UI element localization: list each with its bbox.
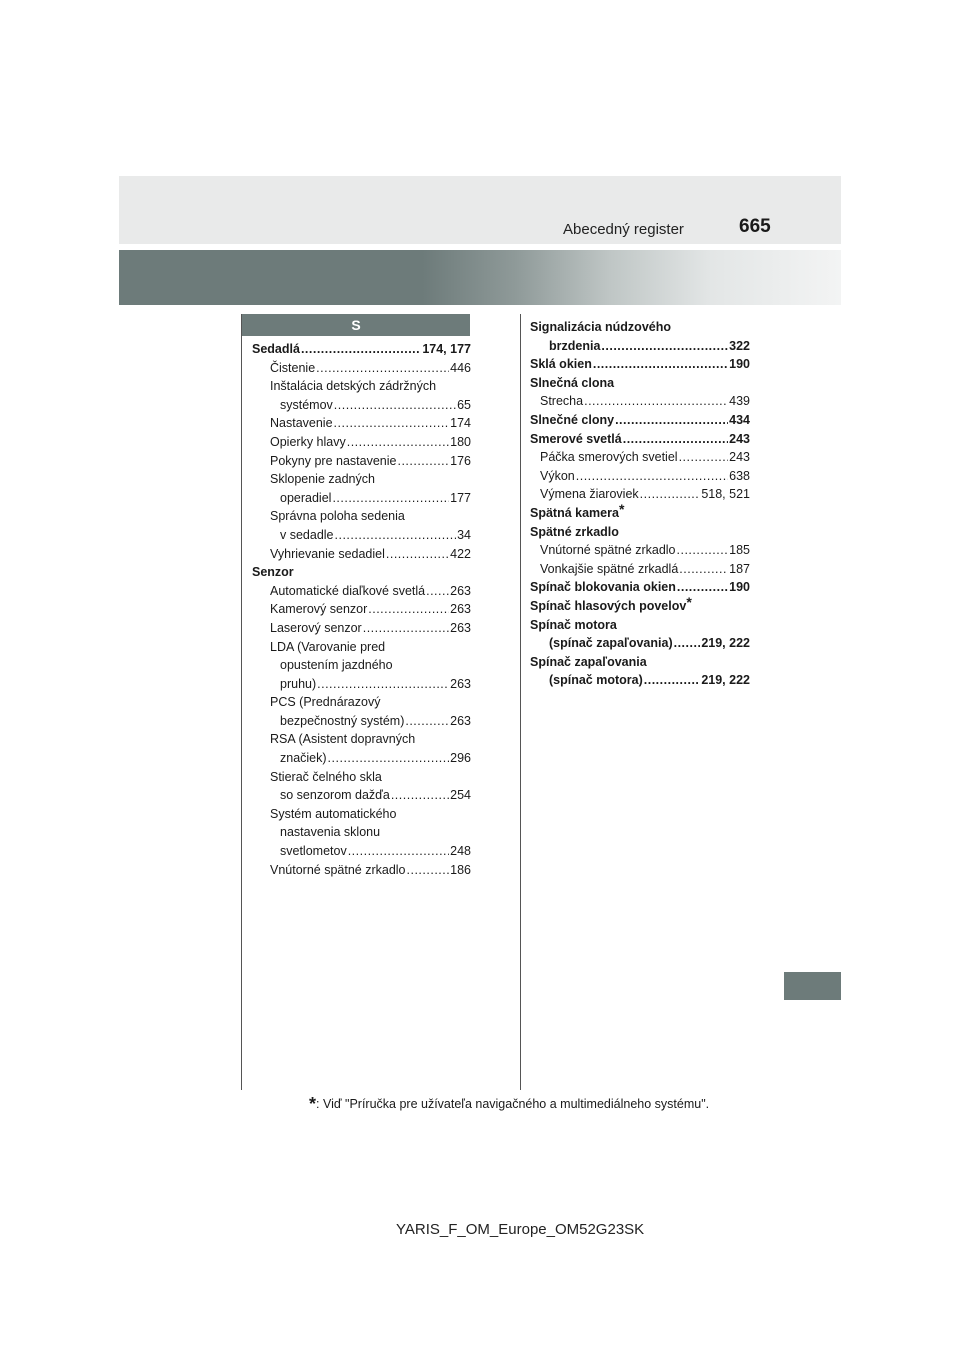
index-entry: [530, 500, 750, 523]
page-reference[interactable]: 439: [729, 394, 750, 409]
index-entry: [252, 693, 471, 712]
footnote: [309, 1094, 709, 1115]
dot-leader: [426, 582, 449, 601]
page-reference[interactable]: 434: [729, 412, 750, 427]
entry-term: Páčka smerových svetiel: [540, 450, 678, 465]
entry-term: RSA (Asistent dopravných: [270, 732, 416, 747]
entry-term: svetlometov: [280, 844, 347, 859]
index-entry: [252, 638, 471, 657]
dot-leader: [301, 340, 421, 359]
index-entry: [252, 452, 471, 471]
entry-term: opustením jazdného: [280, 658, 393, 673]
entry-term: Spínač motora: [530, 617, 617, 632]
dot-leader: [316, 359, 449, 378]
footnote-marker: *: [618, 500, 625, 517]
entry-term: Signalizácia núdzového: [530, 320, 671, 334]
dot-leader: [674, 634, 701, 653]
footnote-marker: *: [686, 593, 692, 610]
footnote-text: : Viď "Príručka pre užívateľa navigačného a multimediálneho systému".: [316, 1097, 710, 1111]
page-reference[interactable]: 248: [450, 844, 471, 859]
page-reference[interactable]: 177: [450, 490, 471, 505]
entry-term: nastavenia sklonu: [280, 825, 381, 840]
page-reference[interactable]: 243: [729, 450, 750, 465]
page-reference[interactable]: 186: [450, 862, 471, 877]
entry-term: Inštalácia detských zádržných: [270, 379, 437, 394]
footnote-star: *: [309, 1094, 317, 1114]
page-reference[interactable]: 243: [729, 431, 750, 446]
entry-term: Vnútorné spätné zrkadlo: [270, 862, 406, 877]
entry-term: Vnútorné spätné zrkadlo: [540, 543, 676, 558]
entry-term: Strecha: [540, 394, 584, 409]
entry-term: Spínač zapaľovania: [530, 654, 647, 669]
page-reference[interactable]: 263: [450, 620, 471, 635]
entry-term: Senzor: [252, 565, 294, 580]
index-entry: [252, 359, 471, 378]
column-divider-left: [241, 314, 242, 1090]
entry-term: Spínač hlasových povelov: [530, 598, 687, 613]
index-entry: [252, 507, 471, 526]
index-entry: [530, 634, 750, 653]
index-entry: [530, 671, 750, 690]
document-code: YARIS_F_OM_Europe_OM52G23SK: [396, 1221, 645, 1238]
index-entry: [252, 861, 471, 880]
entry-term: Slnečné clony: [530, 412, 615, 427]
entry-term: značiek): [280, 751, 327, 766]
index-entry: [530, 578, 750, 597]
page-reference[interactable]: 263: [450, 676, 471, 691]
index-entry: [530, 392, 750, 411]
index-entry: [252, 712, 471, 731]
index-entry: [252, 582, 471, 601]
page-reference[interactable]: 254: [450, 788, 471, 803]
entry-term: Kamerový senzor: [270, 602, 368, 617]
page-reference[interactable]: 263: [450, 713, 471, 728]
entry-term: Správna poloha sedenia: [270, 509, 405, 524]
entry-term: systémov: [280, 397, 333, 412]
page-number: 665: [739, 216, 771, 237]
dot-leader: [601, 337, 728, 356]
entry-term: Nastavenie: [270, 416, 333, 431]
page-reference[interactable]: 296: [450, 751, 471, 766]
index-entry: [530, 318, 750, 337]
entry-term: v sedadle: [280, 527, 334, 542]
entry-term: (spínač motora): [549, 673, 643, 688]
index-entry: [252, 656, 471, 675]
header-band: [119, 176, 841, 244]
index-entry: [252, 619, 471, 638]
dot-leader: [615, 411, 728, 430]
index-entry: [252, 823, 471, 842]
dot-leader: [677, 578, 728, 597]
dot-leader: [334, 396, 456, 415]
page-reference[interactable]: 174, 177: [422, 342, 471, 356]
index-entry: [530, 337, 750, 356]
index-column-left: [252, 340, 471, 879]
page-reference[interactable]: 65: [457, 397, 471, 412]
index-entry: [252, 396, 471, 415]
index-entry: [530, 616, 750, 635]
page-reference[interactable]: 446: [450, 360, 471, 375]
page-reference[interactable]: 185: [729, 543, 750, 558]
entry-term: Opierky hlavy: [270, 434, 346, 449]
entry-term: Systém automatického: [270, 806, 397, 821]
entry-term: Spínač blokovania okien: [530, 580, 676, 595]
entry-term: Výkon: [540, 468, 575, 483]
page-reference[interactable]: 174: [450, 416, 471, 431]
page-reference[interactable]: 263: [450, 602, 471, 617]
index-entry: [530, 653, 750, 672]
index-entry: [252, 786, 471, 805]
entry-term: PCS (Prednárazový: [270, 695, 381, 710]
column-divider-middle: [520, 314, 521, 1090]
dot-leader: [386, 545, 449, 564]
index-entry: [252, 526, 471, 545]
page-reference[interactable]: 638: [729, 468, 750, 483]
page-reference[interactable]: 180: [450, 434, 471, 449]
entry-term: Vonkajšie spätné zrkadlá: [540, 561, 679, 576]
index-entry: [252, 730, 471, 749]
entry-term: Automatické diaľkové svetlá: [270, 583, 426, 598]
page-title: Abecedný register: [563, 221, 684, 238]
index-entry: [530, 430, 750, 449]
page-reference[interactable]: 263: [450, 583, 471, 598]
index-entry: [252, 675, 471, 694]
dot-leader: [397, 452, 449, 471]
dot-leader: [584, 392, 728, 411]
index-entry: [252, 749, 471, 768]
index-entry: [252, 433, 471, 452]
dot-leader: [328, 749, 450, 768]
index-entry: [252, 377, 471, 396]
dot-leader: [332, 489, 449, 508]
page-reference[interactable]: 34: [457, 527, 471, 542]
entry-term: Sklá okien: [530, 357, 592, 372]
index-column-right: [530, 318, 750, 690]
index-entry: [530, 411, 750, 430]
chapter-tab: [784, 972, 841, 1000]
index-entry: [530, 355, 750, 374]
dot-leader: [407, 861, 450, 880]
dot-leader: [348, 842, 449, 861]
dot-leader: [347, 433, 449, 452]
entry-term: (spínač zapaľovania): [549, 636, 673, 651]
entry-term: Čistenie: [270, 360, 316, 375]
dot-leader: [593, 355, 728, 374]
gradient-banner: [119, 250, 841, 305]
entry-term: brzdenia: [549, 338, 601, 353]
page-reference[interactable]: 219, 222: [701, 636, 750, 651]
entry-term: Laserový senzor: [270, 620, 362, 635]
index-entry: [252, 545, 471, 564]
index-entry: [530, 523, 750, 542]
entry-term: Slnečná clona: [530, 375, 615, 390]
entry-term: operadiel: [280, 490, 332, 505]
entry-term: Spätná kamera: [530, 505, 619, 520]
dot-leader: [677, 541, 729, 560]
dot-leader: [640, 485, 701, 504]
dot-leader: [679, 448, 729, 467]
dot-leader: [335, 526, 457, 545]
entry-term: Spätné zrkadlo: [530, 524, 619, 539]
dot-leader: [317, 675, 449, 694]
page-reference[interactable]: 219, 222: [701, 673, 750, 688]
entry-term: Vyhrievanie sedadiel: [270, 546, 385, 561]
entry-term: Sedadlá: [252, 342, 300, 356]
dot-leader: [576, 467, 728, 486]
entry-term: so senzorom dažďa: [280, 788, 390, 803]
dot-leader: [644, 671, 701, 690]
index-entry: [252, 340, 471, 359]
index-entry: [530, 374, 750, 393]
dot-leader: [405, 712, 449, 731]
index-entry: [530, 448, 750, 467]
entry-term: Pokyny pre nastavenie: [270, 453, 397, 468]
index-entry: [530, 593, 750, 616]
index-entry: [252, 489, 471, 508]
entry-term: LDA (Varovanie pred: [270, 639, 386, 654]
entry-term: pruhu): [280, 676, 317, 691]
dot-leader: [623, 430, 728, 449]
entry-term: bezpečnostný systém): [280, 713, 405, 728]
index-entry: [252, 842, 471, 861]
entry-term: Výmena žiaroviek: [540, 487, 639, 502]
page-reference[interactable]: 518, 521: [701, 487, 750, 502]
index-entry: [530, 560, 750, 579]
index-entry: [252, 414, 471, 433]
section-letter-header: S: [242, 314, 470, 336]
entry-term: Sklopenie zadných: [270, 472, 375, 487]
page-reference[interactable]: 190: [729, 357, 750, 372]
dot-leader: [679, 560, 728, 579]
entry-term: Smerové svetlá: [530, 431, 622, 446]
index-entry: [530, 541, 750, 560]
dot-leader: [368, 600, 449, 619]
page-reference[interactable]: 176: [450, 453, 471, 468]
index-entry: [530, 467, 750, 486]
index-entry: [252, 805, 471, 824]
index-entry: [252, 563, 471, 582]
index-entry: [252, 470, 471, 489]
dot-leader: [391, 786, 449, 805]
dot-leader: [334, 414, 450, 433]
page-reference[interactable]: 187: [729, 561, 750, 576]
index-entry: [252, 768, 471, 787]
page-reference[interactable]: 322: [729, 338, 750, 353]
index-entry: [252, 600, 471, 619]
entry-term: Stierač čelného skla: [270, 769, 382, 784]
dot-leader: [363, 619, 449, 638]
page-reference[interactable]: 190: [729, 580, 750, 595]
index-entry: [530, 485, 750, 504]
page-reference[interactable]: 422: [450, 546, 471, 561]
